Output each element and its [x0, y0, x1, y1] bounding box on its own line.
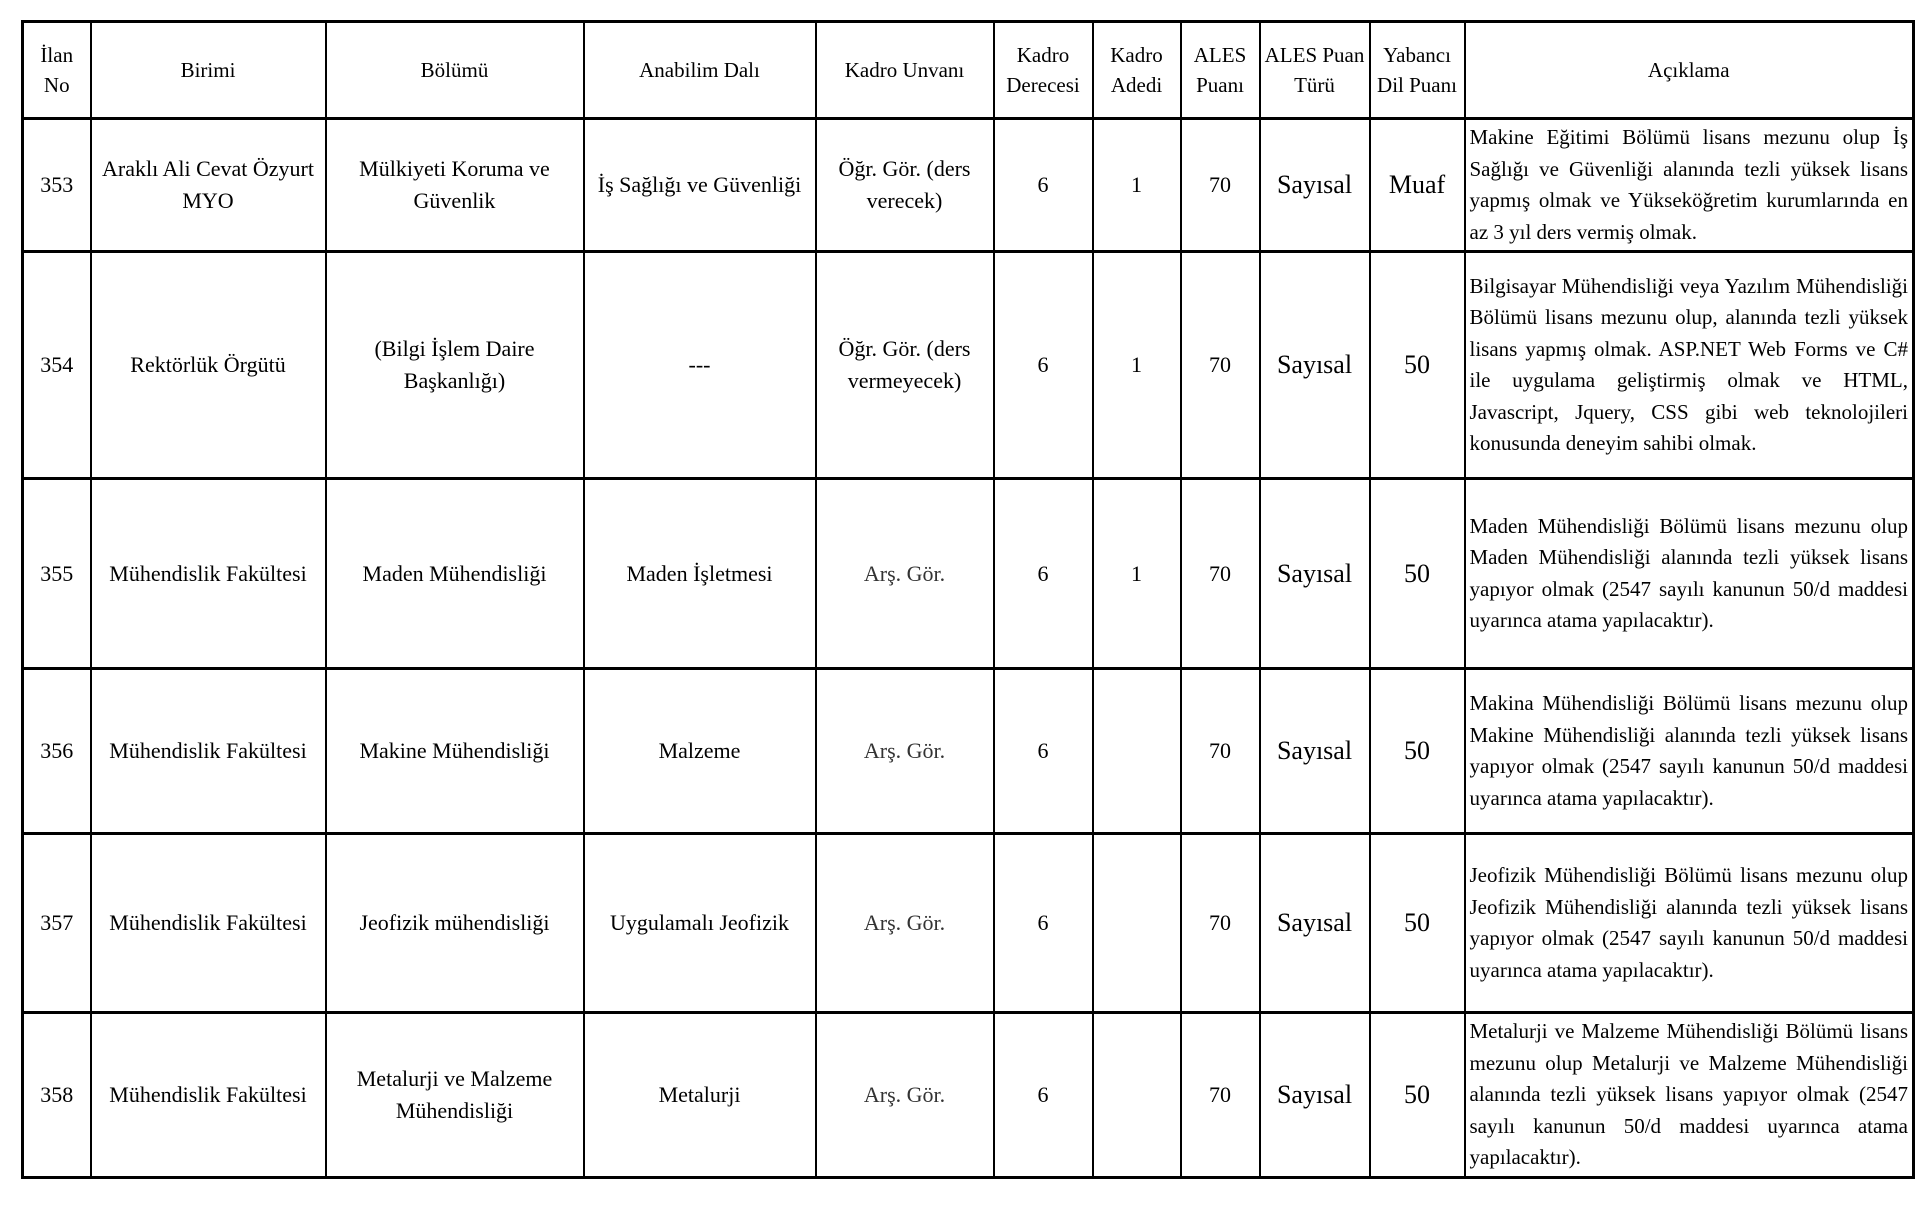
job-listing-table [21, 20, 1915, 1179]
cell-ales-puani: 70 [1181, 479, 1260, 669]
cell-kadro-derecesi: 6 [994, 479, 1093, 669]
cell-yabanci-dil-puani: 50 [1370, 1013, 1465, 1178]
cell-aciklama: Makina Mühendisliği Bölümü lisans mezunu olup Makine Mühendisliği alanında tezli yüksek lisans yapıyor olmak (2547 sayılı kanunun 50/d maddesi uyarınca atama yapılacaktır). [1465, 669, 1914, 834]
cell-ales-puan-turu: Sayısal [1260, 119, 1370, 252]
cell-ales-puani: 70 [1181, 669, 1260, 834]
cell-aciklama: Bilgisayar Mühendisliği veya Yazılım Mühendisliği Bölümü lisans mezunu olup, alanında tezli yüksek lisans yapmış olmak. ASP.NET Web Forms ve C# ile uygulama geliştirmiş olmak ve HTML, Javascript, Jquery, CSS gibi web teknolojileri konusunda deneyim sahibi olmak. [1465, 252, 1914, 479]
cell-birimi: Mühendislik Fakültesi [91, 1013, 326, 1178]
header-yabanci-dil-puani: Yabancı Dil Puanı [1370, 22, 1465, 119]
cell-aciklama: Metalurji ve Malzeme Mühendisliği Bölümü lisans mezunu olup Metalurji ve Malzeme Mühendisliği alanında tezli yüksek lisans yapıyor olmak (2547 sayılı kanunun 50/d maddesi uyarınca atama yapılacaktır). [1465, 1013, 1914, 1178]
cell-bolumu: (Bilgi İşlem Daire Başkanlığı) [326, 252, 584, 479]
cell-kadro-unvani: Arş. Gör. [816, 669, 994, 834]
cell-kadro-adedi [1093, 1013, 1181, 1178]
cell-birimi: Mühendislik Fakültesi [91, 834, 326, 1013]
header-ilan-no: İlan No [23, 22, 91, 119]
cell-kadro-adedi [1093, 834, 1181, 1013]
cell-kadro-derecesi: 6 [994, 252, 1093, 479]
cell-anabilim-dali: Malzeme [584, 669, 816, 834]
cell-kadro-derecesi: 6 [994, 834, 1093, 1013]
header-ales-puani: ALES Puanı [1181, 22, 1260, 119]
cell-kadro-derecesi: 6 [994, 119, 1093, 252]
cell-kadro-unvani: Öğr. Gör. (ders verecek) [816, 119, 994, 252]
table-row [23, 834, 1914, 1013]
cell-yabanci-dil-puani: 50 [1370, 834, 1465, 1013]
cell-anabilim-dali: --- [584, 252, 816, 479]
table-row [23, 479, 1914, 669]
cell-kadro-unvani: Arş. Gör. [816, 834, 994, 1013]
cell-kadro-unvani: Arş. Gör. [816, 479, 994, 669]
cell-ales-puan-turu: Sayısal [1260, 1013, 1370, 1178]
cell-ilan-no: 358 [23, 1013, 91, 1178]
cell-yabanci-dil-puani: Muaf [1370, 119, 1465, 252]
cell-kadro-derecesi: 6 [994, 669, 1093, 834]
table-row [23, 252, 1914, 479]
header-kadro-unvani: Kadro Unvanı [816, 22, 994, 119]
table-row [23, 119, 1914, 252]
cell-birimi: Araklı Ali Cevat Özyurt MYO [91, 119, 326, 252]
cell-aciklama: Jeofizik Mühendisliği Bölümü lisans mezunu olup Jeofizik Mühendisliği alanında tezli yüksek lisans yapıyor olmak (2547 sayılı kanunun 50/d maddesi uyarınca atama yapılacaktır). [1465, 834, 1914, 1013]
cell-aciklama: Makine Eğitimi Bölümü lisans mezunu olup İş Sağlığı ve Güvenliği alanında tezli yüksek lisans yapmış olmak ve Yükseköğretim kurumlarında en az 3 yıl ders vermiş olmak. [1465, 119, 1914, 252]
header-aciklama: Açıklama [1465, 22, 1914, 119]
cell-kadro-derecesi: 6 [994, 1013, 1093, 1178]
cell-anabilim-dali: Maden İşletmesi [584, 479, 816, 669]
cell-kadro-unvani: Öğr. Gör. (ders vermeyecek) [816, 252, 994, 479]
cell-ales-puani: 70 [1181, 834, 1260, 1013]
cell-anabilim-dali: İş Sağlığı ve Güvenliği [584, 119, 816, 252]
cell-ales-puan-turu: Sayısal [1260, 834, 1370, 1013]
cell-ilan-no: 353 [23, 119, 91, 252]
cell-ales-puan-turu: Sayısal [1260, 252, 1370, 479]
header-kadro-derecesi: Kadro Derecesi [994, 22, 1093, 119]
cell-bolumu: Maden Mühendisliği [326, 479, 584, 669]
cell-kadro-adedi: 1 [1093, 119, 1181, 252]
cell-anabilim-dali: Metalurji [584, 1013, 816, 1178]
cell-ilan-no: 356 [23, 669, 91, 834]
cell-kadro-adedi [1093, 669, 1181, 834]
cell-bolumu: Mülkiyeti Koruma ve Güvenlik [326, 119, 584, 252]
cell-ales-puan-turu: Sayısal [1260, 669, 1370, 834]
cell-birimi: Rektörlük Örgütü [91, 252, 326, 479]
cell-aciklama: Maden Mühendisliği Bölümü lisans mezunu olup Maden Mühendisliği alanında tezli yüksek lisans yapıyor olmak (2547 sayılı kanunun 50/d maddesi uyarınca atama yapılacaktır). [1465, 479, 1914, 669]
cell-kadro-adedi: 1 [1093, 252, 1181, 479]
cell-ilan-no: 357 [23, 834, 91, 1013]
cell-birimi: Mühendislik Fakültesi [91, 479, 326, 669]
cell-anabilim-dali: Uygulamalı Jeofizik [584, 834, 816, 1013]
header-anabilim-dali: Anabilim Dalı [584, 22, 816, 119]
cell-yabanci-dil-puani: 50 [1370, 669, 1465, 834]
cell-yabanci-dil-puani: 50 [1370, 252, 1465, 479]
header-bolumu: Bölümü [326, 22, 584, 119]
header-ales-puan-turu: ALES Puan Türü [1260, 22, 1370, 119]
header-birimi: Birimi [91, 22, 326, 119]
table-row [23, 1013, 1914, 1178]
cell-ales-puan-turu: Sayısal [1260, 479, 1370, 669]
cell-ales-puani: 70 [1181, 1013, 1260, 1178]
cell-birimi: Mühendislik Fakültesi [91, 669, 326, 834]
cell-bolumu: Metalurji ve Malzeme Mühendisliği [326, 1013, 584, 1178]
cell-kadro-adedi: 1 [1093, 479, 1181, 669]
cell-bolumu: Jeofizik mühendisliği [326, 834, 584, 1013]
header-kadro-adedi: Kadro Adedi [1093, 22, 1181, 119]
cell-yabanci-dil-puani: 50 [1370, 479, 1465, 669]
cell-ales-puani: 70 [1181, 252, 1260, 479]
table-row [23, 669, 1914, 834]
cell-ilan-no: 355 [23, 479, 91, 669]
cell-ilan-no: 354 [23, 252, 91, 479]
cell-kadro-unvani: Arş. Gör. [816, 1013, 994, 1178]
cell-ales-puani: 70 [1181, 119, 1260, 252]
cell-bolumu: Makine Mühendisliği [326, 669, 584, 834]
header-row [23, 22, 1914, 119]
